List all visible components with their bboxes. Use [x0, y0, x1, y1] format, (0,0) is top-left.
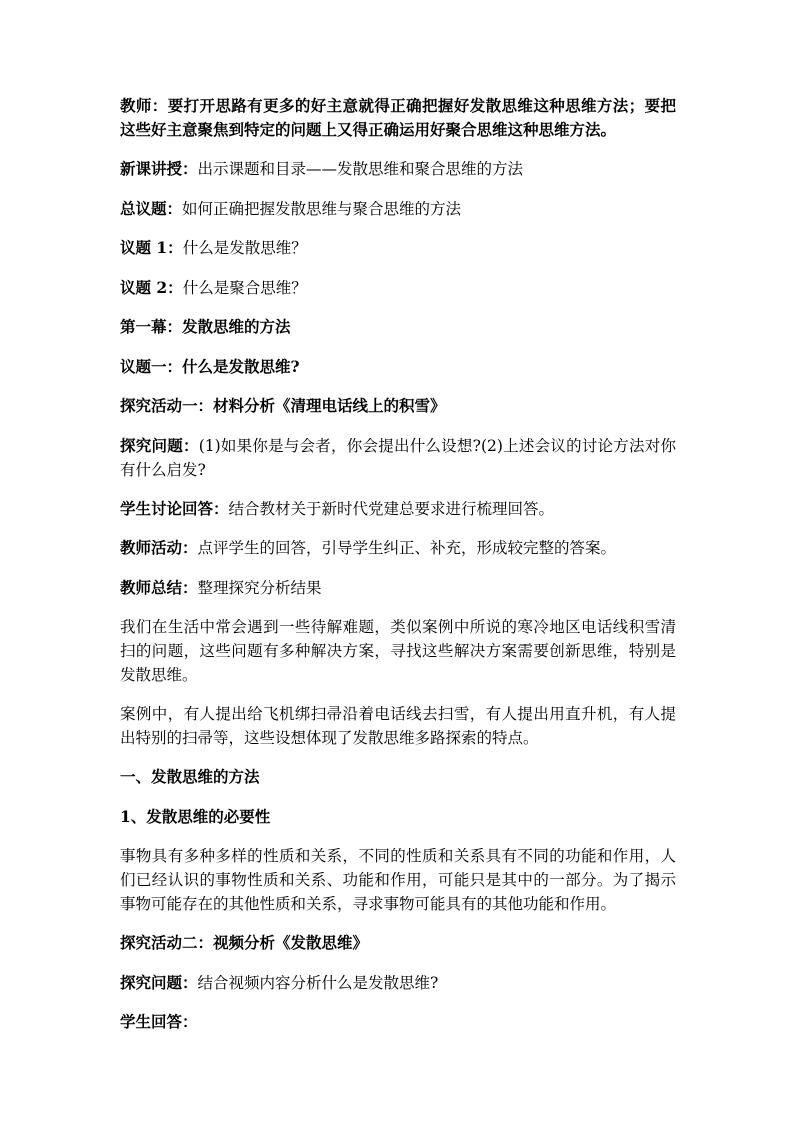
paragraph-body-2: 案例中，有人提出给飞机绑扫帚沿着电话线去扫雪，有人提出用直升机，有人提出特别的扫帚等，这些设想体现了发散思维多路探索的特点。	[120, 705, 676, 747]
paragraph-label: 新课讲授：	[120, 159, 198, 178]
paragraph-body-3: 事物具有多种多样的性质和关系，不同的性质和关系具有不同的功能和作用，人们已经认识的事物性质和关系、功能和作用，可能只是其中的一部分。为了揭示事物可能存在的其他性质和关系，寻求事物可能具有的其他功能和作用。	[120, 847, 676, 913]
paragraph-teacher-intro: 教师：要打开思路有更多的好主意就得正确把握好发散思维这种思维方法；要把这些好主意聚焦到特定的问题上又得正确运用好聚合思维这种思维方法。	[120, 96, 676, 139]
paragraph-label: 学生讨论回答：	[120, 498, 229, 518]
paragraph-body-1: 我们在生活中常会遇到一些待解难题，类似案例中所说的寒冷地区电话线积雪清扫的问题，这些问题有多种解决方案，寻找这些解决方案需要创新思维，特别是发散思维。	[120, 618, 676, 684]
paragraph-student-discussion: 学生讨论回答：结合教材关于新时代党建总要求进行梳理回答。	[120, 498, 555, 518]
heading-activity-1: 探究活动一：材料分析《清理电话线上的积雪》	[120, 396, 446, 415]
paragraph-label: 教师总结：	[120, 577, 198, 597]
paragraph-label: 总议题：	[120, 198, 183, 218]
paragraph-label: 教师活动：	[120, 538, 198, 557]
paragraph-topic-2: 议题 2：什么是聚合思维？	[120, 277, 307, 297]
paragraph-label: 议题 1：	[120, 238, 183, 257]
heading-topic-one: 议题一：什么是发散思维?	[120, 356, 300, 376]
paragraph-label: 探究问题：	[120, 972, 198, 992]
heading-section-1: 一、发散思维的方法	[120, 767, 260, 786]
paragraph-main-topic: 总议题：如何正确把握发散思维与聚合思维的方法	[120, 198, 462, 218]
document-page	[120, 94, 676, 1050]
paragraph-student-answer: 学生回答：	[120, 1012, 198, 1031]
paragraph-inquiry-question-1: 探究问题：(1)如果你是与会者，你会提出什么设想?(2)上述会议的讨论方法对你有什么启发?	[120, 435, 676, 479]
paragraph-new-lesson: 新课讲授：出示课题和目录——发散思维和聚合思维的方法	[120, 159, 524, 178]
heading-act-1: 第一幕：发散思维的方法	[120, 317, 291, 336]
paragraph-label: 议题 2：	[120, 277, 183, 297]
heading-subsection-1: 1、发散思维的必要性	[120, 806, 271, 826]
paragraph-label: 探究问题：	[120, 435, 199, 455]
paragraph-inquiry-question-2: 探究问题：结合视频内容分析什么是发散思维?	[120, 972, 439, 992]
paragraph-topic-1: 议题 1：什么是发散思维？	[120, 238, 307, 257]
paragraph-teacher-summary: 教师总结：整理探究分析结果	[120, 577, 322, 597]
paragraph-teacher-activity: 教师活动：点评学生的回答，引导学生纠正、补充，形成较完整的答案。	[120, 538, 617, 557]
heading-activity-2: 探究活动二：视频分析《发散思维》	[120, 933, 369, 952]
